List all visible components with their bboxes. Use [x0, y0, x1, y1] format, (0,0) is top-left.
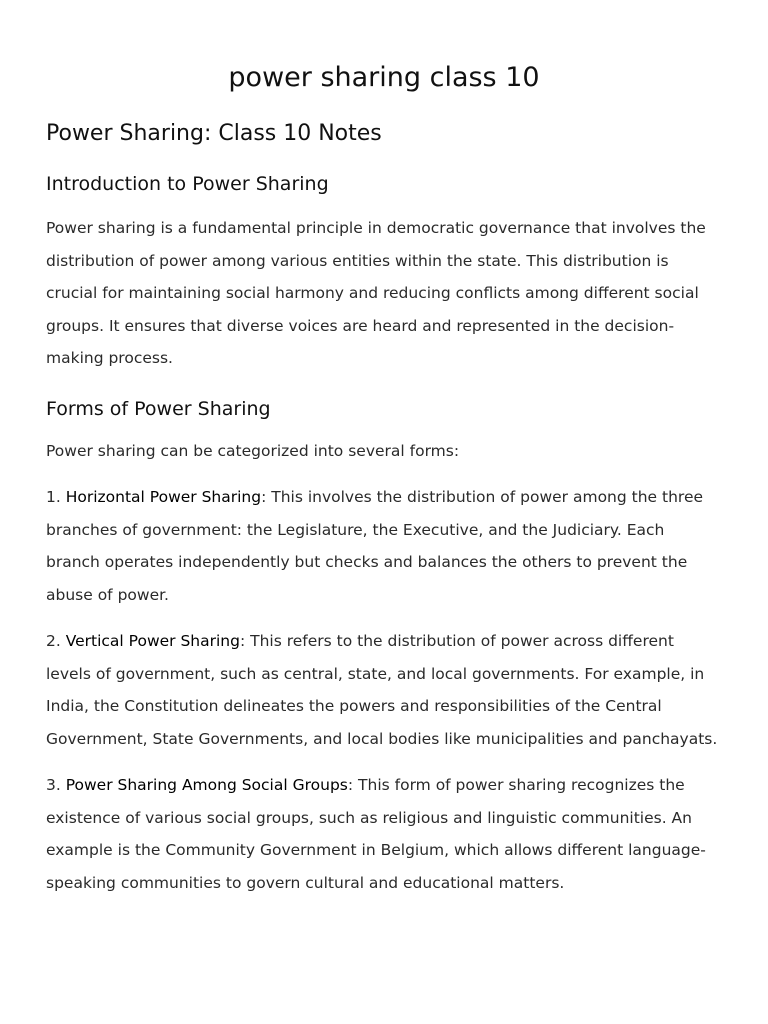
section-heading-forms: Forms of Power Sharing: [46, 397, 271, 420]
list-item-text: : This involves the distribution of power among the three branches of government: the Legislature, the Executive, and the Judiciary. Each branch operates independently but checks and balances the others to prevent the abuse of power.: [46, 488, 704, 604]
list-item-term: Power Sharing Among Social Groups: [65, 776, 348, 794]
list-item-number: 1.: [46, 488, 66, 506]
main-heading: Power Sharing: Class 10 Notes: [46, 121, 382, 146]
forms-intro-paragraph: Power sharing can be categorized into several forms:: [46, 441, 460, 460]
introduction-paragraph: Power sharing is a fundamental principle in democratic governance that involves the distribution of power among various entities within the state. This distribution is crucial for maintaining social harmony and reducing conflicts among different social groups. It ensures that diverse voices are heard and represented in the decision-making process.: [46, 219, 706, 367]
document-title: power sharing class 10: [228, 62, 540, 93]
list-item-social-groups: [46, 769, 722, 899]
list-item-number: 3.: [46, 776, 66, 794]
list-item-term: Vertical Power Sharing: [65, 632, 240, 650]
list-item-vertical: [46, 625, 722, 755]
list-item-number: 2.: [46, 632, 66, 650]
list-item-term: Horizontal Power Sharing: [65, 488, 262, 506]
list-item-text: : This refers to the distribution of power across different levels of government, such as central, state, and local governments. For example, in India, the Constitution delineates the powers and responsibilities of the Central Government, State Governments, and local bodies like municipalities and panchayats.: [46, 632, 718, 748]
section-heading-introduction: Introduction to Power Sharing: [46, 173, 329, 195]
list-item-text: : This form of power sharing recognizes the existence of various social groups, such as religious and linguistic communities. An example is the Community Government in Belgium, which allows different language-speaking communities to govern cultural and educational matters.: [46, 776, 706, 892]
list-item-horizontal: [46, 481, 722, 611]
